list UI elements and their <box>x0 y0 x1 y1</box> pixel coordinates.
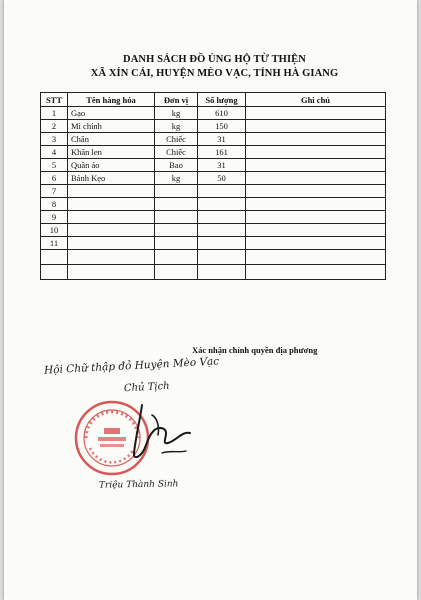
header-stt: STT <box>41 93 68 107</box>
handwritten-name: Triệu Thành Sinh <box>98 479 179 491</box>
cell-stt: 7 <box>41 185 68 198</box>
table-row <box>41 172 386 185</box>
cell-stt: 10 <box>41 224 68 237</box>
table-row <box>41 211 386 224</box>
cell-unit: Bao <box>155 159 198 172</box>
cell-unit <box>155 211 198 224</box>
cell-item-name <box>68 237 155 250</box>
cell-note <box>246 107 386 120</box>
table-row <box>41 198 386 211</box>
cell-quantity: 150 <box>198 120 246 133</box>
table-row <box>41 133 386 146</box>
table-row <box>41 107 386 120</box>
header-unit: Đơn vị <box>155 93 198 107</box>
cell-stt: 3 <box>41 133 68 146</box>
table-row <box>41 265 386 280</box>
cell-unit <box>155 198 198 211</box>
cell-quantity: 161 <box>198 146 246 159</box>
cell-quantity <box>198 250 246 265</box>
cell-unit: Chiếc <box>155 133 198 146</box>
cell-item-name: Chăn <box>68 133 155 146</box>
confirmation-label: Xác nhận chính quyền địa phương <box>192 345 318 355</box>
cell-quantity <box>198 265 246 280</box>
cell-quantity <box>198 211 246 224</box>
table-row <box>41 237 386 250</box>
cell-stt <box>41 265 68 280</box>
cell-stt: 5 <box>41 159 68 172</box>
cell-stt: 9 <box>41 211 68 224</box>
handwritten-title: Chủ Tịch <box>123 380 170 395</box>
cell-unit <box>155 250 198 265</box>
cell-quantity <box>198 224 246 237</box>
cell-quantity: 610 <box>198 107 246 120</box>
table-row <box>41 250 386 265</box>
cell-stt: 2 <box>41 120 68 133</box>
cell-item-name <box>68 224 155 237</box>
table-row <box>41 224 386 237</box>
cell-item-name: Khăn len <box>68 146 155 159</box>
cell-item-name <box>68 211 155 224</box>
header-quantity: Số lượng <box>198 93 246 107</box>
cell-note <box>246 250 386 265</box>
cell-note <box>246 185 386 198</box>
cell-note <box>246 224 386 237</box>
table-row <box>41 120 386 133</box>
handwritten-organization: Hội Chữ thập đỏ Huyện Mèo Vạc <box>43 355 220 377</box>
cell-unit <box>155 237 198 250</box>
table-body <box>41 107 386 280</box>
cell-quantity <box>198 237 246 250</box>
document-title: DANH SÁCH ĐỒ ỦNG HỘ TỪ THIỆN <box>123 54 306 65</box>
cell-quantity <box>198 185 246 198</box>
signature-icon <box>112 395 202 470</box>
cell-stt: 8 <box>41 198 68 211</box>
cell-quantity: 31 <box>198 133 246 146</box>
cell-stt: 4 <box>41 146 68 159</box>
header-item-name: Tên hàng hóa <box>68 93 155 107</box>
cell-quantity: 50 <box>198 172 246 185</box>
document-subtitle: XÃ XÍN CÁI, HUYỆN MÈO VẠC, TỈNH HÀ GIANG <box>90 68 339 79</box>
cell-unit: kg <box>155 107 198 120</box>
cell-unit <box>155 224 198 237</box>
table-row <box>41 159 386 172</box>
cell-item-name: Quần áo <box>68 159 155 172</box>
cell-item-name: Mì chính <box>68 120 155 133</box>
cell-note <box>246 133 386 146</box>
table-row <box>41 185 386 198</box>
cell-note <box>246 198 386 211</box>
cell-unit <box>155 265 198 280</box>
cell-item-name <box>68 265 155 280</box>
cell-stt <box>41 250 68 265</box>
cell-item-name: Bánh Kẹo <box>68 172 155 185</box>
cell-item-name: Gạo <box>68 107 155 120</box>
cell-stt: 6 <box>41 172 68 185</box>
cell-note <box>246 159 386 172</box>
cell-unit: kg <box>155 172 198 185</box>
donation-table <box>40 92 386 280</box>
cell-stt: 11 <box>41 237 68 250</box>
document-page <box>4 0 417 600</box>
cell-item-name <box>68 198 155 211</box>
cell-note <box>246 120 386 133</box>
table-row <box>41 146 386 159</box>
cell-item-name <box>68 250 155 265</box>
cell-quantity: 31 <box>198 159 246 172</box>
cell-note <box>246 237 386 250</box>
header-note: Ghi chú <box>246 93 386 107</box>
cell-item-name <box>68 185 155 198</box>
cell-note <box>246 211 386 224</box>
cell-unit: Chiếc <box>155 146 198 159</box>
cell-unit: kg <box>155 120 198 133</box>
cell-note <box>246 146 386 159</box>
cell-quantity <box>198 198 246 211</box>
table-header-row <box>41 93 386 107</box>
cell-note <box>246 265 386 280</box>
cell-unit <box>155 185 198 198</box>
cell-stt: 1 <box>41 107 68 120</box>
cell-note <box>246 172 386 185</box>
